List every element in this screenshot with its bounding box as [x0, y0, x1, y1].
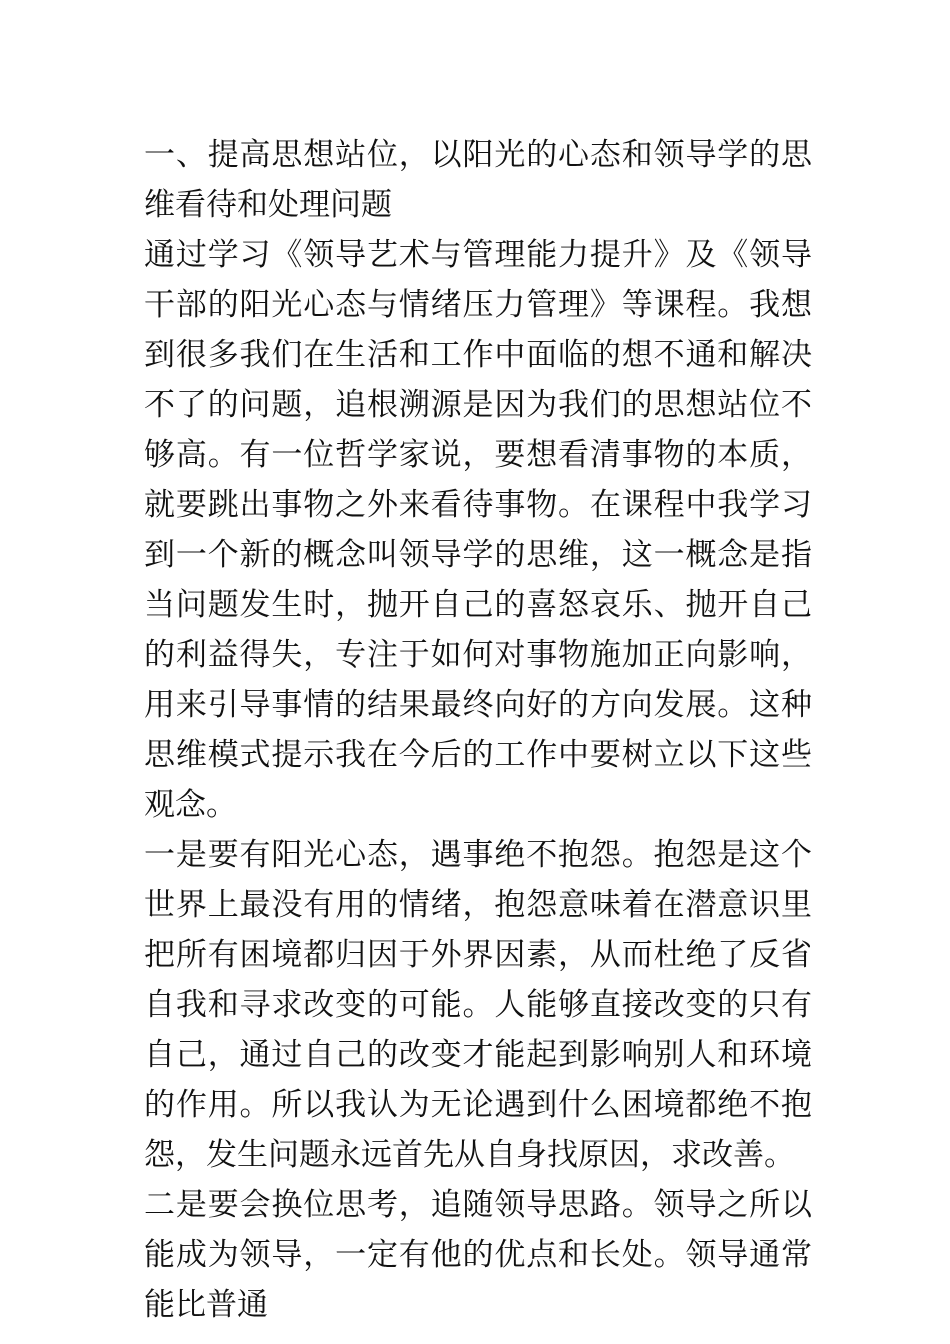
paragraph: 二是要会换位思考，追随领导思路。领导之所以能成为领导，一定有他的优点和长处。领导通常能比普通	[144, 1187, 812, 1323]
paragraph: 通过学习《领导艺术与管理能力提升》及《领导干部的阳光心态与情绪压力管理》等课程。我想到很多我们在生活和工作中面临的想不通和解决不了的问题，追根溯源是因为我们的思想站位不够高。有一位哲学家说，要想看清事物的本质，就要跳出事物之外来看待事物。在课程中我学习到一个新的概念叫领导学的思维，这一概念是指当问题发生时，抛开自己的喜怒哀乐、抛开自己的利益得失，专注于如何对事物施加正向影响，用来引导事情的结果最终向好的方向发展。这种思维模式提示我在今后的工作中要树立以下这些观念。	[144, 237, 812, 823]
paragraph: 一是要有阳光心态，遇事绝不抱怨。抱怨是这个世界上最没有用的情绪，抱怨意味着在潜意识里把所有困境都归因于外界因素，从而杜绝了反省自我和寻求改变的可能。人能够直接改变的只有自己，通过自己的改变才能起到影响别人和环境的作用。所以我认为无论遇到什么困境都绝不抱怨，发生问题永远首先从自身找原因，求改善。	[144, 837, 812, 1173]
section-heading: 一、提高思想站位，以阳光的心态和领导学的思维看待和处理问题	[144, 137, 812, 223]
document-body	[144, 130, 812, 1330]
